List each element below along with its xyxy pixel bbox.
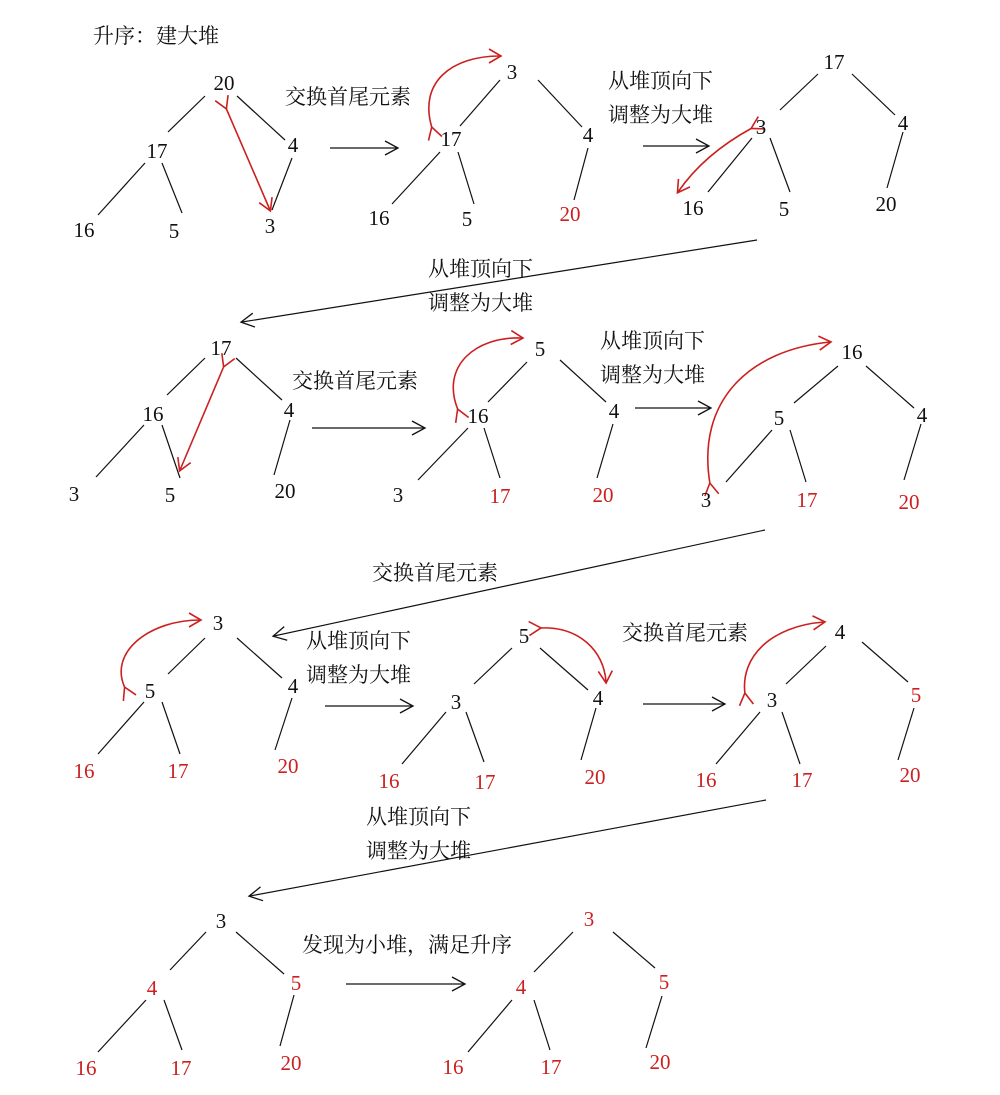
tree-8-node-2: 4 bbox=[592, 686, 604, 710]
tree-8-node-5: 20 bbox=[584, 765, 606, 789]
tree-7-node-4: 17 bbox=[167, 759, 189, 783]
tree-7-node-3: 16 bbox=[73, 759, 95, 783]
tree-5-node-3: 3 bbox=[392, 483, 404, 507]
tree-edges bbox=[96, 74, 921, 1052]
swap-arrow-1 bbox=[226, 108, 270, 210]
tree-4-node-0: 17 bbox=[210, 336, 232, 360]
tree-4-node-5: 20 bbox=[274, 479, 296, 503]
tree-8-node-0: 5 bbox=[518, 624, 530, 648]
tree-6-node-4: 17 bbox=[796, 488, 818, 512]
tree-9-node-1: 3 bbox=[766, 688, 778, 712]
tree-6-node-1: 5 bbox=[773, 406, 785, 430]
caption-adjust-5b: 调整为大堆 bbox=[366, 839, 471, 863]
caption-adjust-2b: 调整为大堆 bbox=[428, 291, 533, 315]
swap-arrow-8 bbox=[540, 628, 606, 682]
tree-7-node-5: 20 bbox=[277, 754, 299, 778]
swap-arrow-5 bbox=[453, 338, 522, 410]
tree-1-node-5: 3 bbox=[264, 214, 276, 238]
swap-arrow-6 bbox=[708, 342, 830, 484]
captions bbox=[285, 69, 748, 958]
tree-3-node-5: 20 bbox=[875, 192, 897, 216]
tree-5-node-1: 16 bbox=[467, 404, 489, 428]
tree-9-node-5: 20 bbox=[899, 763, 921, 787]
tree-6-node-2: 4 bbox=[916, 403, 928, 427]
tree-4-node-4: 5 bbox=[164, 483, 176, 507]
arrow-step-9 bbox=[250, 800, 766, 896]
tree-10-node-5: 20 bbox=[280, 1051, 302, 1075]
caption-swap-1: 交换首尾元素 bbox=[285, 85, 411, 109]
tree-11-node-5: 20 bbox=[649, 1050, 671, 1074]
tree-3-node-4: 5 bbox=[778, 197, 790, 221]
tree-9-node-4: 17 bbox=[791, 768, 813, 792]
caption-adjust-3a: 从堆顶向下 bbox=[600, 329, 705, 353]
caption-adjust-1b: 调整为大堆 bbox=[608, 103, 713, 127]
tree-3-node-2: 4 bbox=[897, 111, 909, 135]
tree-3-node-1: 3 bbox=[755, 115, 767, 139]
heap-nodes bbox=[69, 50, 928, 1080]
tree-7-node-0: 3 bbox=[212, 611, 224, 635]
swap-arrow-4 bbox=[180, 366, 224, 470]
tree-3-node-0: 17 bbox=[823, 50, 845, 74]
tree-1-node-2: 4 bbox=[287, 133, 299, 157]
caption-swap-3: 交换首尾元素 bbox=[372, 561, 498, 585]
tree-9-node-2: 5 bbox=[910, 683, 922, 707]
tree-1-node-4: 5 bbox=[168, 219, 180, 243]
caption-swap-2: 交换首尾元素 bbox=[292, 369, 418, 393]
tree-4-node-1: 16 bbox=[142, 402, 164, 426]
caption-adjust-1a: 从堆顶向下 bbox=[608, 69, 713, 93]
tree-7-node-2: 4 bbox=[287, 674, 299, 698]
tree-6-node-0: 16 bbox=[841, 340, 863, 364]
tree-2-node-2: 4 bbox=[582, 123, 594, 147]
swap-arrow-9 bbox=[744, 622, 824, 694]
caption-swap-4: 交换首尾元素 bbox=[622, 621, 748, 645]
diagram-title: 升序：建大堆 bbox=[93, 24, 219, 48]
tree-10-node-4: 17 bbox=[170, 1056, 192, 1080]
swap-arrow-3 bbox=[678, 128, 752, 192]
tree-11-node-4: 17 bbox=[540, 1055, 562, 1079]
tree-2-node-4: 5 bbox=[461, 207, 473, 231]
swap-arrows bbox=[121, 56, 830, 694]
tree-2-node-1: 17 bbox=[440, 127, 462, 151]
caption-adjust-4b: 调整为大堆 bbox=[306, 663, 411, 687]
tree-1-node-1: 17 bbox=[146, 139, 168, 163]
tree-8-node-3: 16 bbox=[378, 769, 400, 793]
tree-4-node-3: 3 bbox=[68, 482, 80, 506]
tree-10-node-2: 5 bbox=[290, 971, 302, 995]
caption-adjust-3b: 调整为大堆 bbox=[600, 363, 705, 387]
tree-7-node-1: 5 bbox=[144, 679, 156, 703]
tree-1-node-0: 20 bbox=[213, 71, 235, 95]
tree-5-node-4: 17 bbox=[489, 484, 511, 508]
caption-adjust-2a: 从堆顶向下 bbox=[428, 257, 533, 281]
tree-11-node-0: 3 bbox=[583, 907, 595, 931]
caption-adjust-4a: 从堆顶向下 bbox=[306, 629, 411, 653]
caption-adjust-5a: 从堆顶向下 bbox=[366, 805, 471, 829]
caption-final: 发现为小堆，满足升序 bbox=[302, 933, 512, 957]
tree-2-node-3: 16 bbox=[368, 206, 390, 230]
tree-1-node-3: 16 bbox=[73, 218, 95, 242]
tree-11-node-3: 16 bbox=[442, 1055, 464, 1079]
tree-8-node-4: 17 bbox=[474, 770, 496, 794]
tree-11-node-1: 4 bbox=[515, 975, 527, 999]
tree-2-node-5: 20 bbox=[559, 202, 581, 226]
tree-6-node-5: 20 bbox=[898, 490, 920, 514]
tree-5-node-2: 4 bbox=[608, 399, 620, 423]
tree-9-node-3: 16 bbox=[695, 768, 717, 792]
tree-5-node-0: 5 bbox=[534, 337, 546, 361]
tree-11-node-2: 5 bbox=[658, 970, 670, 994]
tree-10-node-3: 16 bbox=[75, 1056, 97, 1080]
tree-10-node-1: 4 bbox=[146, 976, 158, 1000]
tree-2-node-0: 3 bbox=[506, 60, 518, 84]
tree-9-node-0: 4 bbox=[834, 620, 846, 644]
tree-6-node-3: 3 bbox=[700, 488, 712, 512]
tree-5-node-5: 20 bbox=[592, 483, 614, 507]
tree-10-node-0: 3 bbox=[215, 909, 227, 933]
tree-4-node-2: 4 bbox=[283, 398, 295, 422]
tree-8-node-1: 3 bbox=[450, 690, 462, 714]
tree-3-node-3: 16 bbox=[682, 196, 704, 220]
